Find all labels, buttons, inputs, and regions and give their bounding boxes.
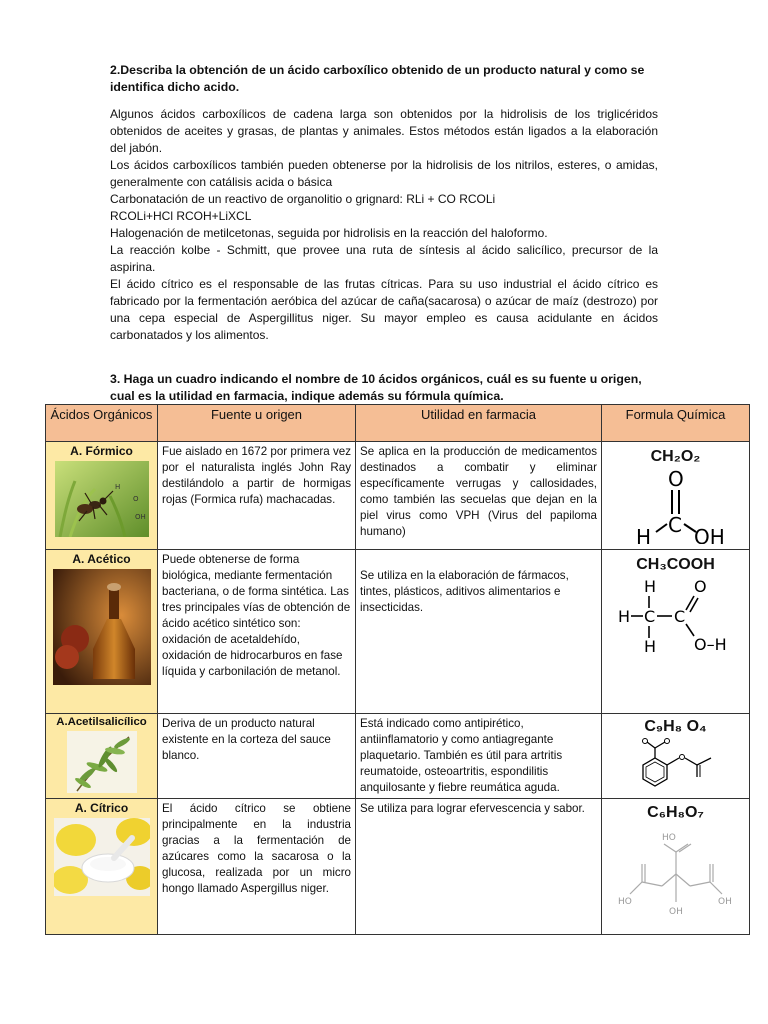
structure-atom-label: H: [643, 577, 656, 596]
structure-atom-label: C: [643, 607, 655, 626]
answer-paragraph: Algunos ácidos carboxílicos de cadena larga son obtenidos por la hidrolisis de los triglicéridos obtenidos de aceites y grasas, de plantas y animales. Estos métodos están ligados a la elaboración del jabón.: [110, 107, 658, 155]
structure-atom-label: C: [673, 607, 685, 626]
question-3-title: 3. Haga un cuadro indicando el nombre de 10 ácidos orgánicos, cuál es su fuente u origen, cual es la utilidad en farmacia, indique además su fórmula química.: [110, 372, 642, 403]
structure-atom-label: C: [667, 513, 682, 537]
acid-use-cell: Se utiliza en la elaboración de fármacos, tintes, plásticos, aditivos alimentarios e insecticidas.: [356, 550, 602, 714]
acid-source-cell: El ácido cítrico se obtiene principalmente en la industria gracias a la fermentación de azúcares como la sacarosa o la glucosa, realizada por un micro hongo llamado Aspergillus niger.: [158, 799, 356, 935]
chemical-formula: CH₃COOH: [636, 556, 715, 573]
structure-atom-label: OH: [669, 907, 683, 917]
chemical-formula: C₉H₈ O₄: [644, 718, 707, 735]
header-formula: Formula Química: [602, 405, 750, 442]
header-use: Utilidad en farmacia: [356, 405, 602, 442]
structure-atom-label: OH: [693, 525, 725, 544]
table-header-row: [46, 405, 750, 442]
svg-text:OH: OH: [134, 513, 146, 521]
lemon-photo: [54, 818, 150, 896]
table-row: [46, 442, 750, 550]
table-row: [46, 799, 750, 935]
acid-name: A. Acético: [72, 552, 131, 566]
svg-text:O: O: [132, 495, 139, 503]
acetic-acid-structure: [614, 574, 738, 656]
acid-formula-cell: [602, 799, 750, 935]
acid-name-cell: [46, 550, 158, 714]
structure-atom-label: HO: [662, 833, 676, 843]
structure-atom-label: H: [617, 607, 630, 626]
vinegar-photo: [53, 569, 151, 685]
acid-formula-cell: [602, 550, 750, 714]
citric-acid-structure: [606, 822, 746, 922]
acid-use-cell: Se utiliza para lograr efervescencia y sabor.: [356, 799, 602, 935]
acid-use-cell: Se aplica en la producción de medicamentos destinados a combatir y eliminar específicamente verrugas y callosidades, como también las secuelas que dejan en la piel virus como VPH (Virus del papiloma humano): [356, 442, 602, 550]
question-2-answer: [110, 106, 658, 344]
answer-paragraph: El ácido cítrico es el responsable de las frutas cítricas. Para su uso industrial el ácido cítrico es fabricado por la fermentación aeróbica del azúcar de caña(sacarosa) o azúcar de maíz (destrozo) por una cepa especial de Aspergillitus niger. Su mayor empleo es causa acidulante en ácidos carbonatados y los alimentos.: [110, 277, 658, 342]
structure-atom-label: HO: [618, 897, 632, 907]
chemical-formula: CH₂O₂: [650, 448, 701, 465]
acid-name-cell: [46, 799, 158, 935]
acid-name: A.Acetilsalicílico: [56, 716, 147, 728]
structure-atom-label: O: [667, 467, 684, 491]
acid-source-cell: Fue aislado en 1672 por primera vez por el naturalista inglés John Ray destilándolo a partir de hormigas rojas (Formica rufa) machacadas.: [158, 442, 356, 550]
table-row: [46, 714, 750, 799]
chemical-formula: C₆H₈O₇: [647, 804, 704, 821]
header-acids: Ácidos Orgánicos: [46, 405, 158, 442]
answer-paragraph: RCOLi+HCl RCOH+LiXCL: [110, 209, 252, 223]
answer-paragraph: Los ácidos carboxílicos también pueden obtenerse por la hidrolisis de los nitrilos, esteres, o amidas, generalmente con catálisis acida o básica: [110, 158, 658, 189]
aspirin-structure: [621, 736, 731, 792]
willow-photo: [67, 731, 137, 793]
acid-name-cell: [46, 442, 158, 550]
acid-name: A. Fórmico: [70, 444, 133, 458]
structure-atom-label: H: [635, 525, 651, 544]
acid-source-cell: Puede obtenerse de forma biológica, mediante fermentación bacteriana, o de forma sintética. Las tres principales vías de obtención de ácido acético sintético son: oxidación de acetaldehído, oxidación de hidrocarburos en fase líquida y carbonilación de metanol.: [158, 550, 356, 714]
structure-atom-label: O–H: [693, 635, 727, 654]
structure-atom-label: H: [643, 637, 656, 656]
formic-acid-structure: [616, 466, 736, 544]
ant-photo: [55, 461, 149, 537]
organic-acids-table: [45, 404, 750, 935]
svg-text:H: H: [114, 483, 120, 491]
acid-use-cell: Está indicado como antipirético, antiinflamatorio y como antiagregante plaquetario. También es útil para artritis reumatoide, osteoartritis, espondilitis anquilosante y fiebre reumática aguda.: [356, 714, 602, 799]
answer-paragraph: Halogenación de metilcetonas, seguida por hidrolisis en la reacción del haloformo.: [110, 226, 548, 240]
question-2-title: 2.Describa la obtención de un ácido carboxílico obtenido de un producto natural y como se identifica dicho acido.: [110, 63, 645, 94]
answer-paragraph: Carbonatación de un reactivo de organolitio o grignard: RLi + CO RCOLi: [110, 192, 496, 206]
structure-atom-label: OH: [718, 897, 732, 907]
structure-atom-label: O: [693, 577, 707, 596]
header-source: Fuente u origen: [158, 405, 356, 442]
answer-paragraph: La reacción kolbe - Schmitt, que provee una ruta de síntesis al ácido salicílico, precursor de la aspirina.: [110, 243, 658, 274]
acid-name: A. Cítrico: [74, 801, 129, 815]
acid-formula-cell: [602, 714, 750, 799]
acid-formula-cell: [602, 442, 750, 550]
acid-source-cell: Deriva de un producto natural existente en la corteza del sauce blanco.: [158, 714, 356, 799]
table-row: [46, 550, 750, 714]
acid-name-cell: [46, 714, 158, 799]
